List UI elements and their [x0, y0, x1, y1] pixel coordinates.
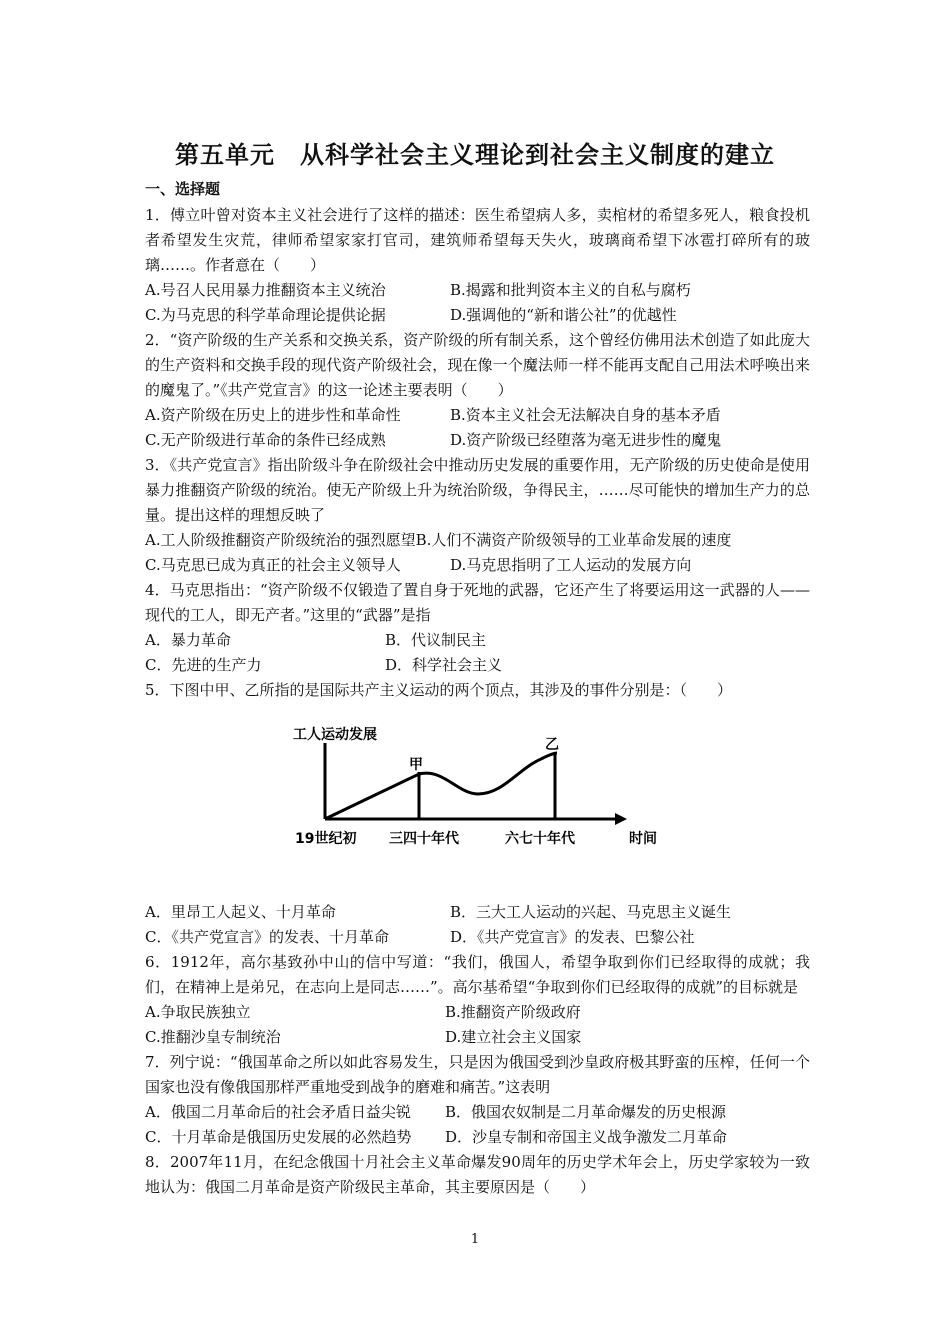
- x-tick-label-3: 六七十年代: [505, 831, 575, 847]
- question-2-options-row-1: [145, 403, 810, 428]
- question-2-option-b: B.资本主义社会无法解决自身的基本矛盾: [450, 406, 721, 424]
- question-5-options-row-2: [145, 925, 810, 950]
- question-5-options-row-1: [145, 900, 810, 925]
- question-7-options-row-1: [145, 1100, 810, 1125]
- question-3-option-b: B.人们不满资产阶级领导的工业革命发展的速度: [415, 531, 732, 549]
- question-7-stem: 7．列宁说：“俄国革命之所以如此容易发生，只是因为俄国受到沙皇政府极其野蛮的压榨，任何一个国家也没有像俄国那样严重地受到战争的磨难和痛苦。”这表明: [145, 1053, 810, 1096]
- peak-jia-label: 甲: [409, 757, 423, 773]
- question-4-option-c: C．先进的生产力: [145, 656, 262, 674]
- question-1-options-row-2: [145, 303, 810, 328]
- question-6-option-c: C.推翻沙皇专制统治: [145, 1028, 281, 1046]
- x-axis-label: 时间: [629, 831, 657, 847]
- workers-movement-chart: [145, 703, 810, 900]
- question-1-option-a: A.号召人民用暴力推翻资本主义统治: [145, 281, 386, 299]
- question-7-option-d: D．沙皇专制和帝国主义战争激发二月革命: [445, 1128, 728, 1146]
- question-3-options-row-2: [145, 553, 810, 578]
- y-axis-label: 工人运动发展: [293, 727, 377, 743]
- question-2-option-a: A.资产阶级在历史上的进步性和革命性: [145, 406, 401, 424]
- question-3-stem: 3．《共产党宣言》指出阶级斗争在阶级社会中推动历史发展的重要作用，无产阶级的历史使命是使用暴力推翻资产阶级的统治。使无产阶级上升为统治阶级，争得民主，……尽可能快的增加生产力的总量。提出这样的理想反映了: [145, 456, 810, 524]
- question-1-option-c: C.为马克思的科学革命理论提供论据: [145, 306, 386, 324]
- question-5-option-d: D．《共产党宣言》的发表、巴黎公社: [450, 928, 695, 946]
- question-5-stem: 5．下图中甲、乙所指的是国际共产主义运动的两个顶点，其涉及的事件分别是：（ ）: [145, 681, 733, 699]
- question-4-option-d: D．科学社会主义: [385, 656, 503, 674]
- question-6-options-row-2: [145, 1025, 810, 1050]
- question-4-options-row-2: [145, 653, 810, 678]
- x-tick-label-2: 三四十年代: [389, 831, 459, 847]
- question-1-option-b: B.揭露和批判资本主义的自私与腐朽: [450, 281, 691, 299]
- page-title: 第五单元 从科学社会主义理论到社会主义制度的建立: [175, 141, 775, 169]
- question-7-option-a: A．俄国二月革命后的社会矛盾日益尖锐: [145, 1103, 411, 1121]
- workers-movement-chart-svg: [293, 723, 693, 853]
- peak-yi-label: 乙: [545, 737, 559, 753]
- page-number: 1: [470, 1232, 480, 1247]
- question-2-option-c: C.无产阶级进行革命的条件已经成熟: [145, 431, 386, 449]
- x-tick-label-1: 19世纪初: [295, 831, 357, 847]
- question-1-stem: 1．傅立叶曾对资本主义社会进行了这样的描述：医生希望病人多，卖棺材的希望多死人，粮食投机者希望发生灾荒，律师希望家家打官司，建筑师希望每天失火，玻璃商希望下冰雹打碎所有的玻璃……。作者意在（ ）: [145, 206, 810, 274]
- question-7-option-c: C．十月革命是俄国历史发展的必然趋势: [145, 1128, 412, 1146]
- question-4-options-row-1: [145, 628, 810, 653]
- question-5-option-b: B．三大工人运动的兴起、马克思主义诞生: [450, 903, 732, 921]
- movement-curve: [325, 753, 557, 819]
- question-5-option-a: A．里昂工人起义、十月革命: [145, 903, 336, 921]
- question-7-options-row-2: [145, 1125, 810, 1150]
- question-1-option-d: D.强调他的“新和谐公社”的优越性: [450, 306, 677, 324]
- question-list: [145, 203, 810, 1200]
- x-axis-arrow: [615, 813, 627, 825]
- question-6-stem: 6．1912年，高尔基致孙中山的信中写道：“我们，俄国人，希望争取到你们已经取得的成就；我们，在精神上是弟兄，在志向上是同志……”。高尔基希望“争取到你们已经取得的成就”的目标就是: [145, 953, 810, 996]
- question-6-options-row-1: [145, 1000, 810, 1025]
- question-3-options-row-1: [145, 528, 810, 553]
- question-2-option-d: D.资产阶级已经堕落为毫无进步性的魔鬼: [450, 431, 722, 449]
- question-8-stem: 8．2007年11月，在纪念俄国十月社会主义革命爆发90周年的历史学术年会上，历史学家较为一致地认为：俄国二月革命是资产阶级民主革命，其主要原因是（ ）: [145, 1153, 810, 1196]
- question-3-option-c: C.马克思已成为真正的社会主义领导人: [145, 556, 401, 574]
- section-heading: 一、选择题: [145, 180, 221, 198]
- question-6-option-b: B.推翻资产阶级政府: [445, 1003, 581, 1021]
- question-2-options-row-2: [145, 428, 810, 453]
- question-1-options-row-1: [145, 278, 810, 303]
- question-3-option-d: D.马克思指明了工人运动的发展方向: [450, 556, 692, 574]
- question-6-option-a: A.争取民族独立: [145, 1003, 251, 1021]
- question-4-option-a: A．暴力革命: [145, 631, 231, 649]
- question-6-option-d: D.建立社会主义国家: [445, 1028, 582, 1046]
- question-3-option-a: A.工人阶级推翻资产阶级统治的强烈愿望: [145, 531, 416, 549]
- question-4-stem: 4．马克思指出：“资产阶级不仅锻造了置自身于死地的武器，它还产生了将要运用这一武器的人——现代的工人，即无产者。”这里的“武器”是指: [145, 581, 810, 624]
- question-5-option-c: C．《共产党宣言》的发表、十月革命: [145, 928, 389, 946]
- question-4-option-b: B．代议制民主: [385, 631, 487, 649]
- question-2-stem: 2．“资产阶级的生产关系和交换关系，资产阶级的所有制关系，这个曾经仿佛用法术创造了如此庞大的生产资料和交换手段的现代资产阶级社会，现在像一个魔法师一样不能再支配自己用法术呼唤出来的魔鬼了。”《共产党宣言》的这一论述主要表明（ ）: [145, 331, 810, 399]
- question-7-option-b: B．俄国农奴制是二月革命爆发的历史根源: [445, 1103, 727, 1121]
